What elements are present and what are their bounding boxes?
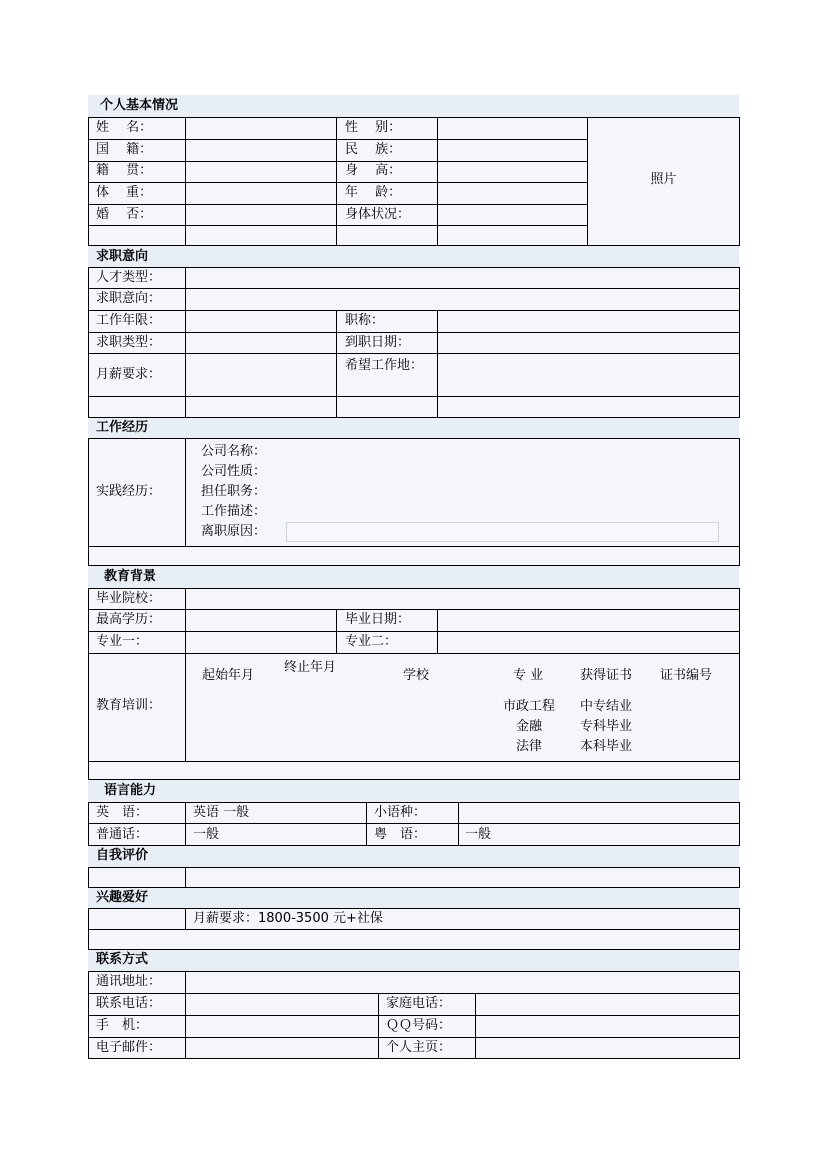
photo-placeholder[interactable]: 照片: [650, 172, 677, 187]
label-mobile: 手 机：: [96, 1018, 149, 1033]
label-practice: 实践经历：: [96, 484, 162, 499]
label-salary: 月薪要求：: [96, 367, 162, 382]
value-cantonese: 一般: [465, 827, 492, 842]
label-training: 教育培训：: [96, 698, 162, 713]
language-section-bar: [88, 780, 739, 802]
label-mandarin: 普通话：: [96, 827, 149, 842]
intent-section-bar: [88, 246, 739, 267]
label-email: 电子邮件：: [96, 1040, 162, 1055]
basic-section-title: 个人基本情况: [100, 98, 179, 113]
label-job-intent: 求职意向：: [96, 291, 162, 306]
education-section-bar: [88, 566, 739, 588]
label-description: 工作描述：: [201, 504, 267, 519]
label-ethnicity: 民 族：: [345, 142, 402, 157]
intent-section-title: 求职意向: [96, 249, 149, 264]
label-school: 毕业院校：: [96, 591, 162, 606]
label-leave-reason: 离职原因：: [201, 524, 267, 539]
label-minor-language: 小语种：: [374, 805, 427, 820]
training-header-start: 起始年月: [202, 668, 255, 683]
label-major2: 专业二：: [345, 634, 398, 649]
label-work-years: 工作年限：: [96, 313, 162, 328]
label-nationality: 国 籍：: [96, 142, 153, 157]
work-section-bar: [88, 418, 739, 438]
training-header-school: 学校: [403, 668, 430, 683]
label-health: 身体状况：: [345, 207, 411, 222]
label-english: 英 语：: [96, 805, 149, 820]
training-header-cert: 获得证书: [580, 668, 633, 683]
label-start-date: 到职日期：: [345, 335, 411, 350]
label-degree: 最高学历：: [96, 612, 162, 627]
label-location: 希望工作地：: [345, 358, 424, 373]
training-header-major: 专 业: [513, 668, 544, 683]
training-row-cert: 本科毕业: [580, 739, 633, 754]
label-age: 年 龄：: [345, 185, 402, 200]
label-address: 通讯地址：: [96, 974, 162, 989]
label-grad-date: 毕业日期：: [345, 612, 411, 627]
label-talent-type: 人才类型：: [96, 270, 162, 285]
contact-section-title: 联系方式: [96, 952, 149, 967]
basic-section-bar: [88, 95, 739, 117]
training-row-major: 法律: [515, 739, 542, 754]
label-company-type: 公司性质：: [201, 464, 267, 479]
label-qq: ＱＱ号码：: [386, 1018, 452, 1033]
hobbies-text: 月薪要求：1800-3500 元+社保: [193, 911, 383, 926]
training-row-major: 市政工程: [502, 699, 555, 714]
label-phone: 联系电话：: [96, 996, 162, 1011]
value-english: 英语 一般: [193, 805, 250, 820]
label-gender: 性 别：: [345, 120, 402, 135]
training-row-cert: 中专结业: [580, 699, 633, 714]
hobbies-section-bar: [88, 888, 739, 908]
training-header-end: 终止年月: [284, 660, 337, 675]
label-job-title: 职称：: [345, 313, 385, 328]
training-row-major: 金融: [515, 719, 542, 734]
label-home-phone: 家庭电话：: [386, 996, 452, 1011]
label-major1: 专业一：: [96, 634, 149, 649]
label-position: 担任职务：: [201, 484, 267, 499]
label-height: 身 高：: [345, 163, 402, 178]
self-eval-section-bar: [88, 846, 739, 867]
language-section-title: 语言能力: [104, 783, 157, 798]
work-section-title: 工作经历: [96, 420, 149, 435]
label-name: 姓 名：: [96, 120, 153, 135]
label-job-type: 求职类型：: [96, 335, 162, 350]
leave-reason-field[interactable]: [286, 522, 719, 542]
hobbies-section-title: 兴趣爱好: [96, 890, 149, 905]
label-marital: 婚 否：: [96, 207, 153, 222]
label-company-name: 公司名称：: [201, 444, 267, 459]
label-cantonese: 粤 语：: [374, 827, 427, 842]
training-header-cert-no: 证书编号: [660, 668, 713, 683]
label-native-place: 籍 贯：: [96, 163, 153, 178]
self-eval-section-title: 自我评价: [96, 848, 149, 863]
value-mandarin: 一般: [193, 827, 220, 842]
label-homepage: 个人主页：: [386, 1040, 452, 1055]
education-section-title: 教育背景: [104, 569, 157, 584]
training-row-cert: 专科毕业: [580, 719, 633, 734]
label-weight: 体 重：: [96, 185, 153, 200]
contact-section-bar: [88, 950, 739, 971]
